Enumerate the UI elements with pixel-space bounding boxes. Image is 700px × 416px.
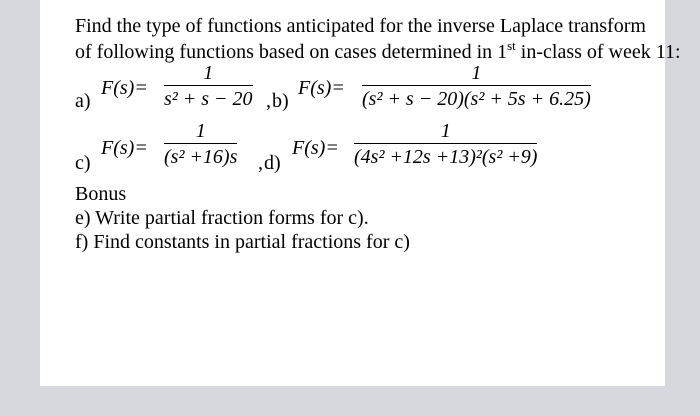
problem-d-fraction-bar	[354, 143, 537, 144]
problem-b-fraction-bar	[362, 85, 591, 86]
intro-line-1: Find the type of functions anticipated for the inverse Laplace transform	[75, 15, 646, 37]
problem-c-numerator: 1	[195, 120, 206, 142]
problem-c-denominator: (s² +16)s	[164, 146, 238, 169]
bonus-item-f: f) Find constants in partial fractions for c)	[75, 231, 410, 253]
intro-line-2	[75, 38, 681, 63]
problem-c-fraction-bar	[164, 143, 237, 144]
intro-line-2-end: in-class of week 11:	[515, 41, 681, 63]
problem-a-fraction	[164, 63, 253, 109]
problem-d-denominator: (4s² +12s +13)²(s² +9)	[354, 146, 538, 169]
problem-c-trail: ,	[258, 152, 263, 174]
intro-line-2-text: of following functions based on cases determined in 1	[75, 41, 508, 63]
problem-a-label: a)	[75, 90, 91, 112]
problem-a-lhs: F(s)=	[101, 77, 148, 99]
problem-b-fraction	[362, 63, 591, 109]
problem-d-numerator: 1	[440, 120, 451, 142]
problem-b-label: b)	[272, 90, 289, 112]
problem-a-numerator: 1	[203, 62, 214, 84]
intro-line-2-superscript: st	[507, 38, 516, 53]
problem-b-numerator: 1	[471, 62, 482, 84]
problem-d-fraction	[354, 121, 537, 167]
problem-b-lhs: F(s)=	[298, 77, 345, 99]
problem-a-denominator: s² + s − 20	[164, 88, 253, 111]
problem-c-fraction	[164, 121, 237, 167]
problem-c-lhs: F(s)=	[101, 137, 148, 159]
bonus-item-e: e) Write partial fraction forms for c).	[75, 207, 369, 229]
problem-a-fraction-bar	[164, 85, 253, 86]
document-page	[40, 0, 681, 386]
problem-a-trail: ,	[266, 90, 271, 112]
bonus-heading: Bonus	[75, 183, 127, 205]
problem-d-lhs: F(s)=	[292, 137, 339, 159]
problem-d-label: d)	[264, 152, 281, 174]
problem-c-label: c)	[75, 152, 91, 174]
problem-b-denominator: (s² + s − 20)(s² + 5s + 6.25)	[362, 88, 591, 111]
